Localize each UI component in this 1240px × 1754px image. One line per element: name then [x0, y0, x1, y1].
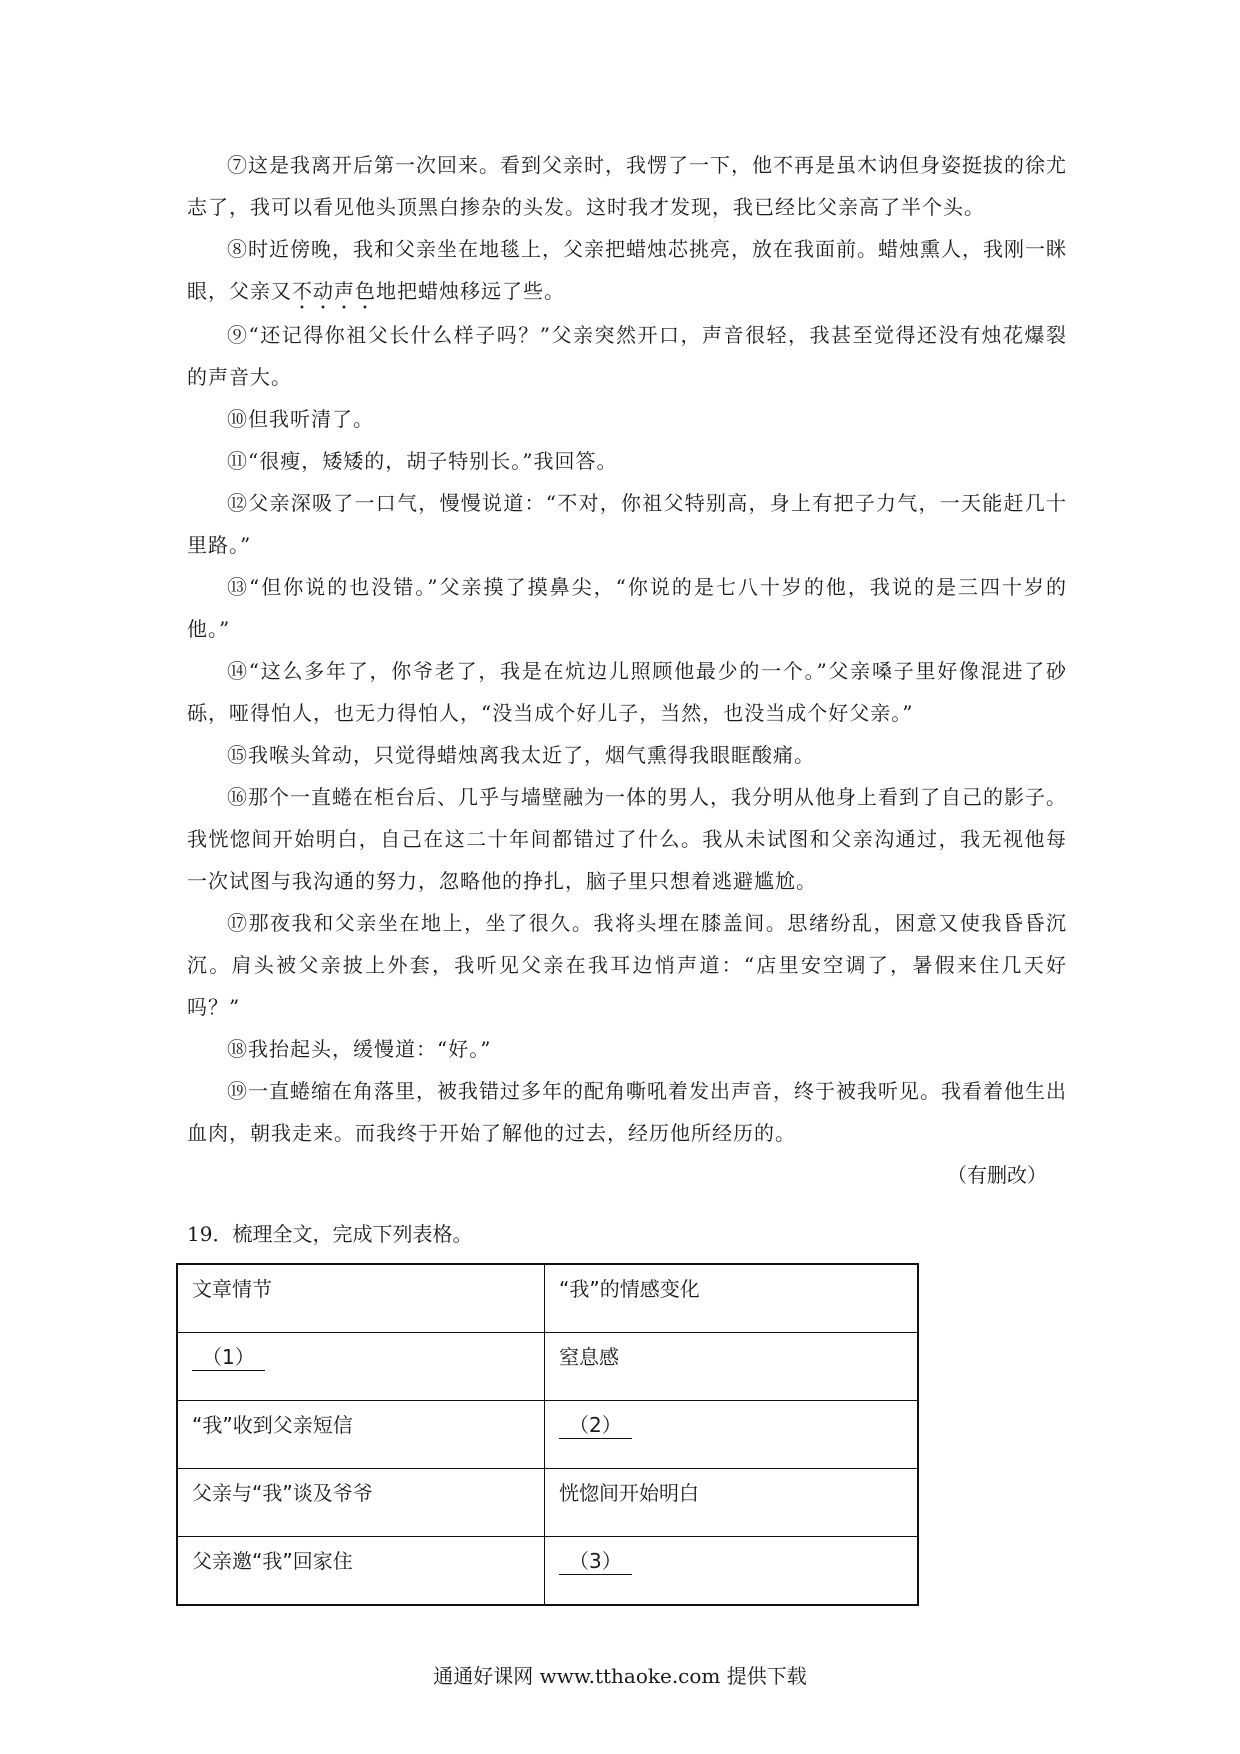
- paragraph-9: ⑨“还记得你祖父长什么样子吗？”父亲突然开口，声音很轻，我甚至觉得还没有烛花爆裂的声音大。: [187, 323, 1068, 389]
- table-row: [177, 1469, 918, 1537]
- answer-blank-2[interactable]: （2）: [559, 1409, 632, 1439]
- table-row: [177, 1537, 918, 1606]
- table-cell[interactable]: [177, 1333, 545, 1401]
- paragraph-15: ⑮我喉头耸动，只觉得蜡烛离我太近了，烟气熏得我眼眶酸痛。: [227, 743, 815, 767]
- paragraph-18: ⑱我抬起头，缓慢道：“好。”: [227, 1037, 492, 1061]
- paragraph-12: ⑫父亲深吸了一口气，慢慢说道：“不对，你祖父特别高，身上有把子力气，一天能赶几十里路。”: [187, 491, 1068, 557]
- source-note: （有删改）: [947, 1163, 1047, 1187]
- table-row: [177, 1401, 918, 1469]
- table-cell[interactable]: [545, 1401, 919, 1469]
- paragraph-14: ⑭“这么多年了，你爷老了，我是在炕边儿照顾他最少的一个。”父亲嗓子里好像混进了砂砾，哑得怕人，也无力得怕人，“没当成个好儿子，当然，也没当成个好父亲。”: [187, 659, 1068, 725]
- table-cell: “我”收到父亲短信: [177, 1401, 545, 1469]
- table-header-cell: 文章情节: [177, 1264, 545, 1333]
- paragraph-17: ⑰那夜我和父亲坐在地上，坐了很久。我将头埋在膝盖间。思绪纷乱，困意又使我昏昏沉沉。肩头被父亲披上外套，我听见父亲在我耳边悄声道：“店里安空调了，暑假来住几天好吗？”: [187, 911, 1068, 1019]
- emphasized-phrase: 不动声色: [292, 279, 376, 303]
- answer-blank-1[interactable]: （1）: [192, 1341, 265, 1371]
- paragraph-19: ⑲一直蜷缩在角落里，被我错过多年的配角嘶吼着发出声音，终于被我听见。我看着他生出血肉，朝我走来。而我终于开始了解他的过去，经历他所经历的。: [187, 1079, 1067, 1145]
- table-row: [177, 1333, 918, 1401]
- table-cell: 父亲与“我”谈及爷爷: [177, 1469, 545, 1537]
- paragraph-8: ⑧时近傍晚，我和父亲坐在地毯上，父亲把蜡烛芯挑亮，放在我面前。蜡烛熏人，我刚一眯眼，父亲又不动声色地把蜡烛移远了些。: [187, 237, 1067, 303]
- table-cell: 父亲邀“我”回家住: [177, 1537, 545, 1606]
- question-19: 19．梳理全文，完成下列表格。: [187, 1222, 473, 1246]
- table-header-row: [177, 1264, 918, 1333]
- article-body: [187, 144, 1067, 1196]
- paragraph-10: ⑩但我听清了。: [227, 407, 374, 431]
- paragraph-7: ⑦这是我离开后第一次回来。看到父亲时，我愣了一下，他不再是虽木讷但身姿挺拔的徐尤志了，我可以看见他头顶黑白掺杂的头发。这时我才发现，我已经比父亲高了半个头。: [187, 153, 1067, 219]
- answer-table: [176, 1263, 919, 1606]
- paragraph-11: ⑪“很瘦，矮矮的，胡子特别长。”我回答。: [227, 449, 618, 473]
- paragraph-13: ⑬“但你说的也没错。”父亲摸了摸鼻尖，“你说的是七八十岁的他，我说的是三四十岁的他。”: [187, 575, 1067, 641]
- answer-blank-3[interactable]: （3）: [559, 1545, 632, 1575]
- table-cell[interactable]: [545, 1537, 919, 1606]
- paragraph-16: ⑯那个一直蜷在柜台后、几乎与墙壁融为一体的男人，我分明从他身上看到了自己的影子。我恍惚间开始明白，自己在这二十年间都错过了什么。我从未试图和父亲沟通过，我无视他每一次试图与我沟通的努力，忽略他的挣扎，脑子里只想着逃避尴尬。: [187, 785, 1067, 893]
- table-cell: 恍惚间开始明白: [545, 1469, 919, 1537]
- table-cell: 窒息感: [545, 1333, 919, 1401]
- page-footer: 通通好课网 www.tthaoke.com 提供下载: [433, 1664, 807, 1688]
- table-header-cell: “我”的情感变化: [545, 1264, 919, 1333]
